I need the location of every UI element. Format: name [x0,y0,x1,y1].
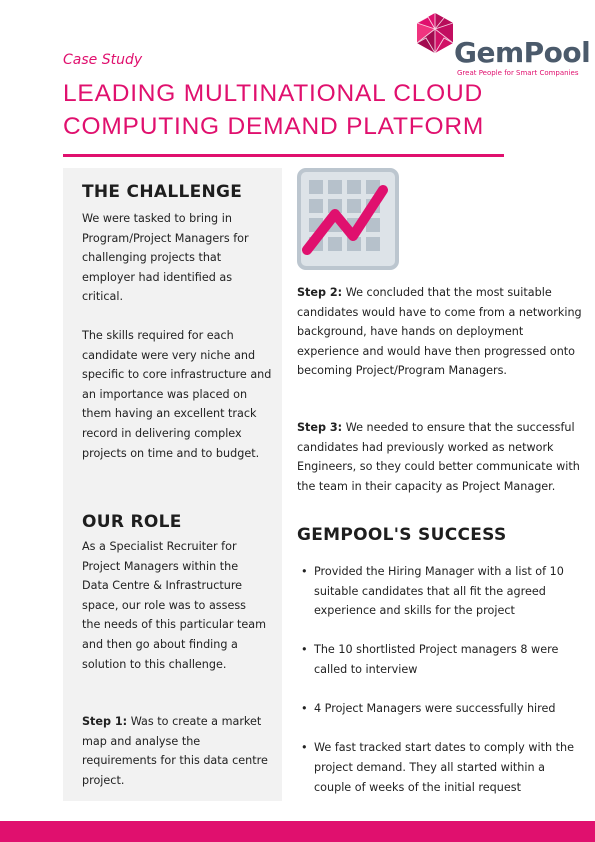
challenge-paragraph-1: We were tasked to bring in Program/Project Managers for challenging projects that employer had identified as critical. [82,212,249,304]
step-3-paragraph [297,418,582,496]
step-3-label: Step 3: [297,421,343,434]
list-item [297,699,582,719]
step-2-text: We concluded that the most suitable candidates would have to come from a networking background, have hands on deployment experience and would have then progressed onto becoming Project/Program Managers. [297,286,582,378]
success-item-text: The 10 shortlisted Project managers 8 were called to interview [314,643,559,676]
list-item [297,562,582,621]
bullet-icon: • [301,643,308,657]
challenge-heading: THE CHALLENGE [82,182,243,202]
success-item-text: Provided the Hiring Manager with a list of 10 suitable candidates that all fit the agreed experience and skills for the project [314,565,564,618]
footer-bar [0,821,595,842]
success-heading: GEMPOOL'S SUCCESS [297,525,507,545]
success-list [297,562,582,817]
step-1-text: Was to create a market map and analyse the requirements for this data centre project. [82,715,268,787]
page-title: LEADING MULTINATIONAL CLOUD COMPUTING DEMAND PLATFORM [63,80,485,140]
gempool-logo [414,12,591,82]
bullet-icon: • [301,702,308,716]
step-2-label: Step 2: [297,286,343,299]
logo-wordmark: GemPool [454,36,591,69]
role-paragraph: As a Specialist Recruiter for Project Managers within the Data Centre & Infrastructure space, our role was to assess the needs of this particular team and then go about finding a solution to this challenge. [82,540,267,671]
list-item [297,640,582,679]
success-item-text: 4 Project Managers were successfully hired [314,702,556,716]
title-divider [63,154,504,157]
role-heading: OUR ROLE [82,512,182,532]
step-3-text: We needed to ensure that the successful candidates had previously worked as network Engineers, so they could better communicate with the team in their capacity as Project Manager. [297,421,580,493]
challenge-paragraph-2: The skills required for each candidate were very niche and specific to core infrastructure and an importance was placed on them having an excellent track record in delivering complex projects on time and to budget. [82,329,272,460]
bullet-icon: • [301,741,308,755]
step-1-paragraph [82,712,272,790]
gem-logo-icon [414,12,456,54]
growth-chart-icon [297,168,399,270]
list-item [297,738,582,797]
step-1-label: Step 1: [82,715,128,728]
bullet-icon: • [301,565,308,578]
logo-tagline: Great People for Smart Companies [457,69,579,77]
success-item-text: We fast tracked start dates to comply with the project demand. They all started within a couple of weeks of the initial request [314,741,574,794]
case-study-kicker: Case Study [63,52,143,68]
step-2-paragraph [297,283,582,381]
